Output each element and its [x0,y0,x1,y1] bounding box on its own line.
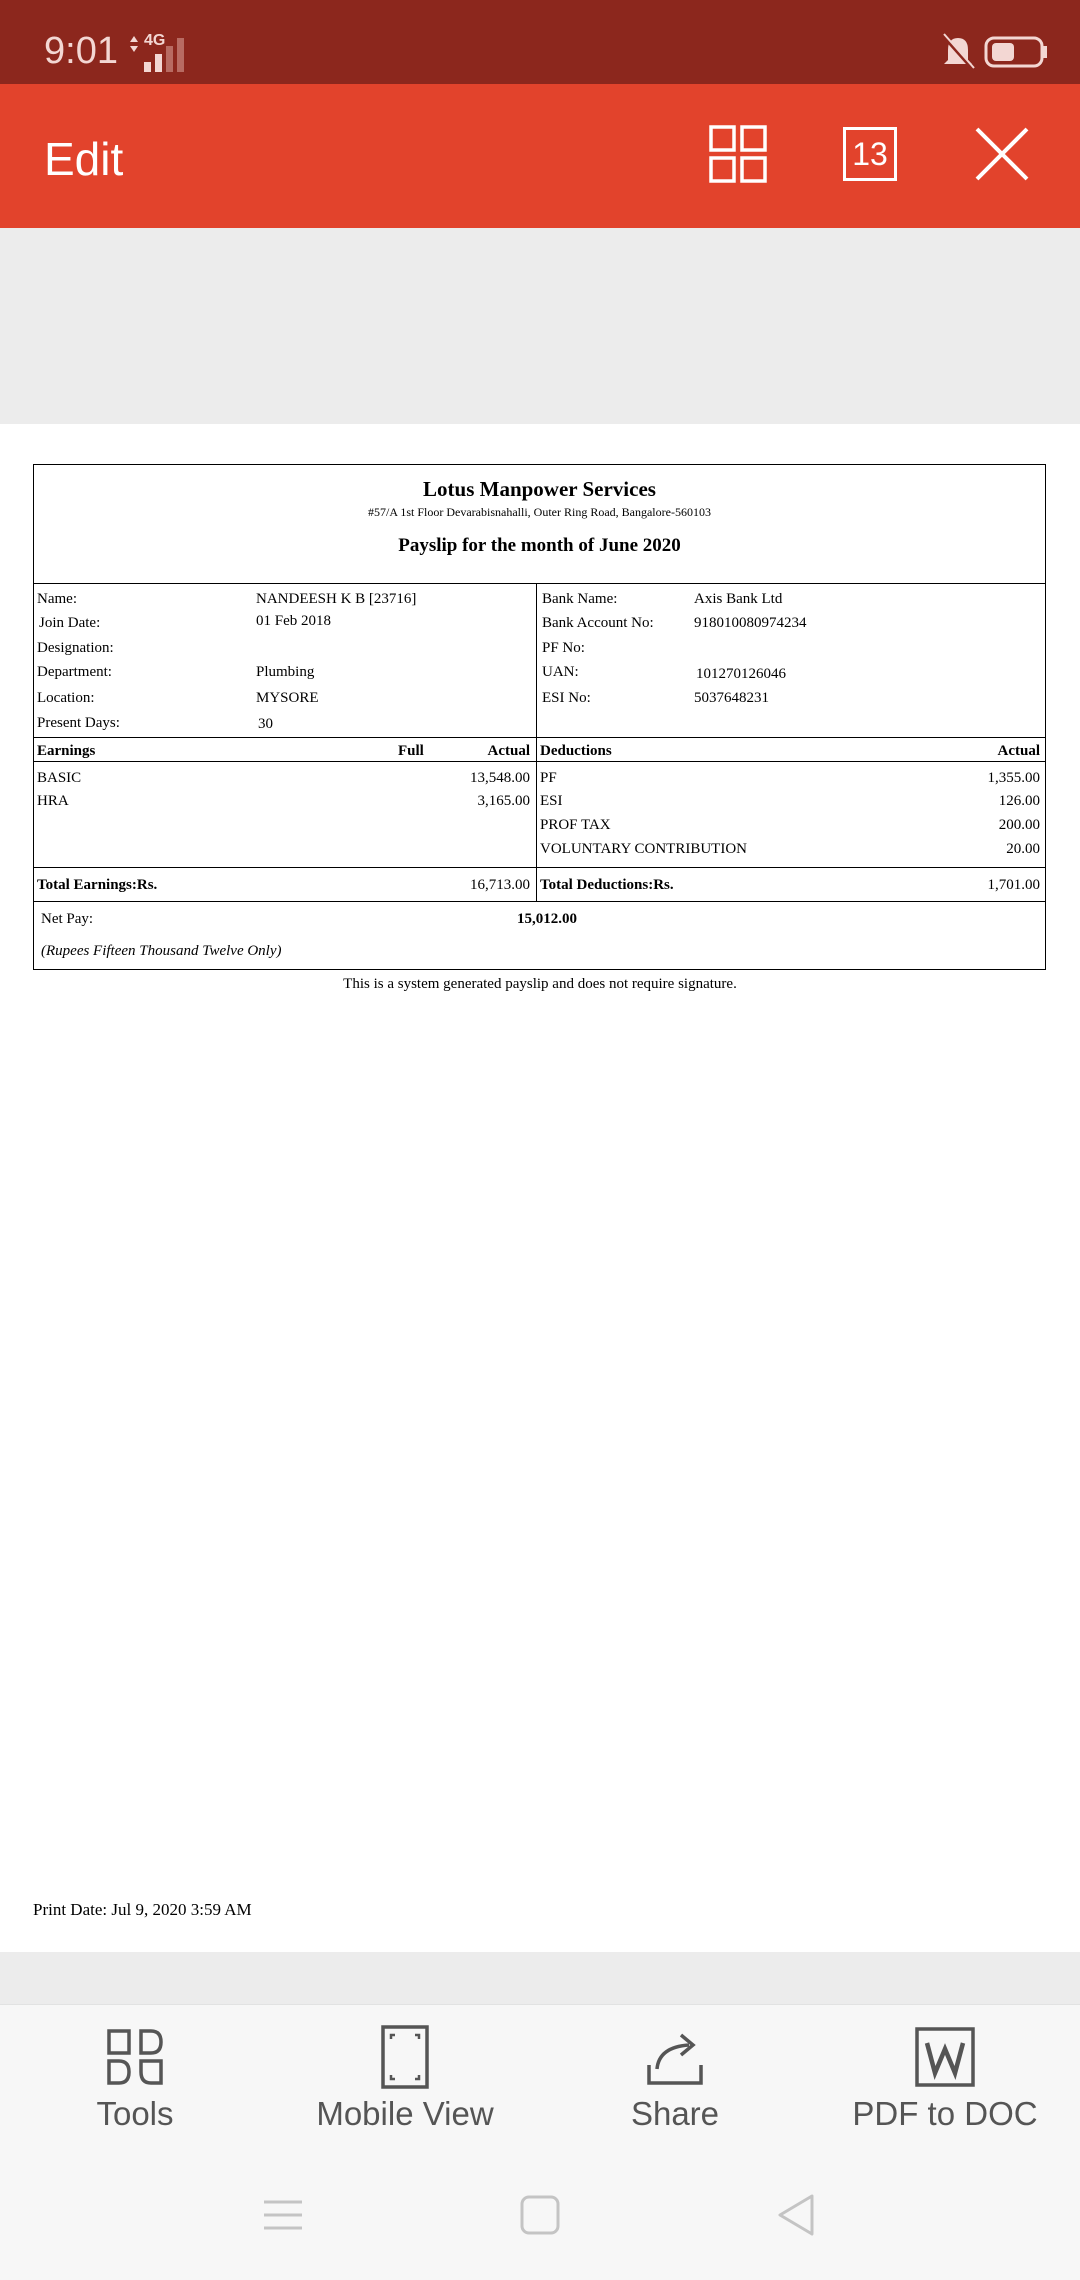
deduction-name: PROF TAX [540,817,611,833]
print-date: Print Date: Jul 9, 2020 3:59 AM [33,1900,252,1919]
total-deductions-value: 1,701.00 [987,877,1040,893]
bank-account-label: Bank Account No: [542,615,654,631]
pdf-page[interactable] [0,424,1080,1952]
share-icon [643,2025,707,2089]
deductions-header: Deductions [540,743,612,759]
earnings-full-header: Full [398,743,424,759]
earnings-header: Earnings [37,743,96,759]
join-date-value: 01 Feb 2018 [256,613,331,629]
divider [536,583,537,901]
mobile-view-label: Mobile View [316,2095,494,2132]
status-right-icons [940,30,1050,74]
uan-value: 101270126046 [696,666,786,682]
app-bar [0,84,1080,228]
pdf-to-doc-label: PDF to DOC [852,2095,1038,2132]
deduction-actual: 200.00 [998,817,1040,833]
tools-button[interactable] [0,2005,270,2149]
edit-button[interactable]: Edit [44,133,124,185]
bell-muted-icon [942,34,974,70]
grid-icon [709,125,767,183]
designation-label: Designation: [37,640,114,656]
home-icon[interactable] [515,2190,565,2240]
bank-name-value: Axis Bank Ltd [694,591,783,607]
department-value: Plumbing [256,664,315,680]
payslip [33,464,1046,970]
esi-no-value: 5037648231 [694,690,769,706]
net-pay-words: (Rupees Fifteen Thousand Twelve Only) [41,943,282,959]
payslip-title: Payslip for the month of June 2020 [398,535,681,556]
tools-icon [103,2025,167,2089]
bank-name-label: Bank Name: [542,591,618,607]
deduction-actual: 126.00 [998,793,1040,809]
network-type: 4G [144,32,166,49]
earning-name: BASIC [37,770,82,786]
battery-icon [986,38,1047,66]
divider [34,737,1045,738]
total-earnings-value: 16,713.00 [470,877,530,893]
share-button[interactable] [540,2005,810,2149]
deduction-name: PF [540,770,557,786]
location-label: Location: [37,690,95,706]
tools-label: Tools [96,2095,174,2132]
page-count: 13 [843,127,897,181]
company-address: #57/A 1st Floor Devarabisnahalli, Outer Ring Road, Bangalore-560103 [368,505,711,519]
deductions-actual-header: Actual [997,743,1040,759]
pf-no-label: PF No: [542,640,585,656]
net-pay-label: Net Pay: [41,911,94,927]
divider [34,761,1045,762]
divider [34,583,1045,584]
share-label: Share [630,2095,720,2132]
department-label: Department: [37,664,112,680]
earning-actual: 13,548.00 [470,770,530,786]
deduction-name: ESI [540,793,563,809]
uan-label: UAN: [542,664,579,680]
deduction-name: VOLUNTARY CONTRIBUTION [540,841,747,857]
total-deductions-label: Total Deductions:Rs. [540,877,674,893]
net-pay-value: 15,012.00 [517,911,577,927]
divider [34,867,1045,868]
deduction-actual: 20.00 [1006,841,1040,857]
mobile-view-icon [373,2025,437,2089]
location-value: MYSORE [256,690,319,706]
mobile-view-button[interactable] [270,2005,540,2149]
bottom-toolbar [0,2004,1080,2148]
esi-no-label: ESI No: [542,690,591,706]
company-name: Lotus Manpower Services [423,477,656,501]
close-button[interactable] [970,122,1034,186]
join-date-label: Join Date: [39,615,101,631]
page-gap [0,228,1080,424]
grid-view-button[interactable] [706,122,770,186]
system-nav-bar [0,2148,1080,2280]
name-label: Name: [37,591,77,607]
page-count-button[interactable] [838,122,902,186]
close-icon [973,125,1031,183]
total-earnings-label: Total Earnings:Rs. [37,877,158,893]
bank-account-value: 918010080974234 [694,615,807,631]
system-note: This is a system generated payslip and does not require signature. [343,976,737,992]
back-icon[interactable] [772,2190,822,2240]
page-gap [0,1952,1080,2004]
deduction-actual: 1,355.00 [987,770,1040,786]
divider [34,901,1045,902]
word-icon [913,2025,977,2089]
name-value: NANDEESH K B [23716] [256,591,417,607]
status-bar [0,0,1080,84]
earning-name: HRA [37,793,69,809]
status-time: 9:01 [44,30,118,72]
present-days-label: Present Days: [37,715,120,731]
pdf-to-doc-button[interactable] [810,2005,1080,2149]
menu-icon[interactable] [258,2190,308,2240]
present-days-value: 30 [258,716,273,732]
earning-actual: 3,165.00 [477,793,530,809]
earnings-actual-header: Actual [487,743,530,759]
